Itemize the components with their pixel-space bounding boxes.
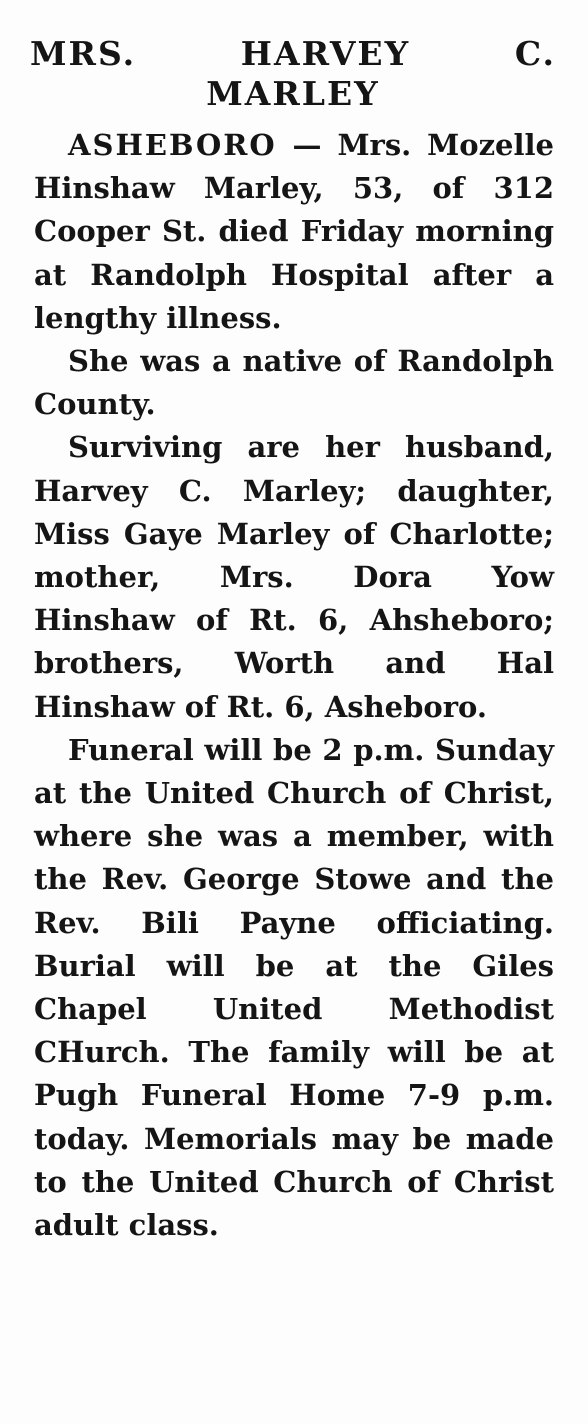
headline-word-3: C. xyxy=(514,34,556,73)
paragraph-1-text: Mrs. Mozelle Hinshaw Marley, 53, of 312 Cooper St. died Friday morning at Randolph Hospital after a lengthy illness. xyxy=(34,128,554,335)
headline-line-1 xyxy=(30,34,556,74)
paragraph-funeral: Funeral will be 2 p.m. Sunday at the United Church of Christ, where she was a member, with the Rev. George Stowe and the Rev. Bili Payne officiating. Burial will be at the Giles Chapel United Methodist CHurch. The family will be at Pugh Funeral Home 7-9 p.m. today. Memorials may be made to the United Church of Christ adult class. xyxy=(34,732,554,1243)
paragraph-death-notice xyxy=(34,124,554,340)
headline-word-2: HARVEY xyxy=(240,34,411,73)
paragraph-survivors: Surviving are her husband, Harvey C. Marley; daughter, Miss Gaye Marley of Charlotte; mother, Mrs. Dora Yow Hinshaw of Rt. 6, Ahsheboro; brothers, Worth and Hal Hinshaw of Rt. 6, Asheboro. xyxy=(34,430,554,724)
dateline-dash: — xyxy=(276,128,338,162)
headline-word-1: MRS. xyxy=(30,34,137,73)
dateline: ASHEBORO xyxy=(68,128,277,162)
obituary-body xyxy=(34,124,554,1247)
headline-line-2: MARLEY xyxy=(206,74,380,113)
obituary-headline xyxy=(30,34,556,114)
paragraph-native: She was a native of Randolph County. xyxy=(34,344,554,422)
